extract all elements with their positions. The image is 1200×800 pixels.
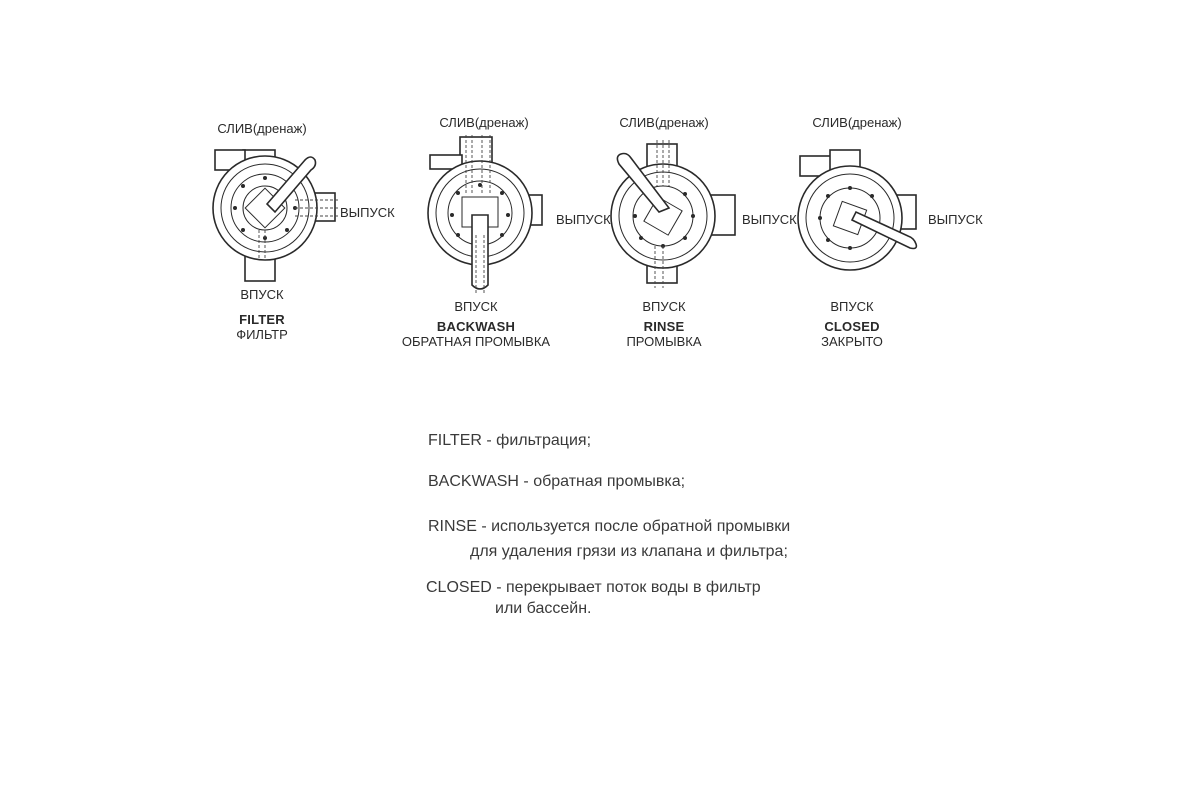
- valve-closed-drawing: [790, 140, 930, 285]
- outlet-label: ВЫПУСК: [928, 212, 983, 227]
- legend-rinse-line1: RINSE - используется после обратной промывки: [428, 518, 791, 535]
- mode-title-ru: ЗАКРЫТО: [821, 334, 883, 349]
- drain-label: СЛИВ(дренаж): [217, 121, 307, 136]
- outlet-left-label: ВЫПУСК: [556, 212, 611, 227]
- inlet-label: ВПУСК: [830, 299, 874, 314]
- legend-filter: FILTER - фильтрация;: [428, 432, 592, 449]
- outlet-label: ВЫПУСК: [340, 205, 395, 220]
- mode-title-en: RINSE: [643, 319, 685, 334]
- mode-title-ru: ОБРАТНАЯ ПРОМЫВКА: [401, 334, 551, 349]
- legend-closed-line1: CLOSED - перекрывает поток воды в фильтр: [426, 579, 761, 596]
- legend-rinse-line2: для удаления грязи из клапана и фильтра;: [470, 543, 788, 560]
- drain-label: СЛИВ(дренаж): [439, 115, 529, 130]
- mode-title-en: FILTER: [239, 312, 285, 327]
- drain-label: СЛИВ(дренаж): [812, 115, 902, 130]
- legend-backwash: BACKWASH - обратная промывка;: [428, 473, 686, 490]
- inlet-label: ВПУСК: [240, 287, 284, 302]
- drain-label: СЛИВ(дренаж): [619, 115, 709, 130]
- outlet-label: ВЫПУСК: [742, 212, 797, 227]
- mode-title-en: BACKWASH: [436, 319, 516, 334]
- legend-closed-line2: или бассейн.: [495, 600, 592, 617]
- valve-rinse-drawing: [605, 140, 745, 290]
- inlet-label: ВПУСК: [454, 299, 498, 314]
- inlet-label: ВПУСК: [642, 299, 686, 314]
- valve-filter-drawing: [205, 138, 345, 288]
- mode-title-en: CLOSED: [824, 319, 880, 334]
- mode-title-ru: ФИЛЬТР: [236, 327, 288, 342]
- mode-title-ru: ПРОМЫВКА: [626, 334, 702, 349]
- valve-backwash-drawing: [420, 135, 555, 300]
